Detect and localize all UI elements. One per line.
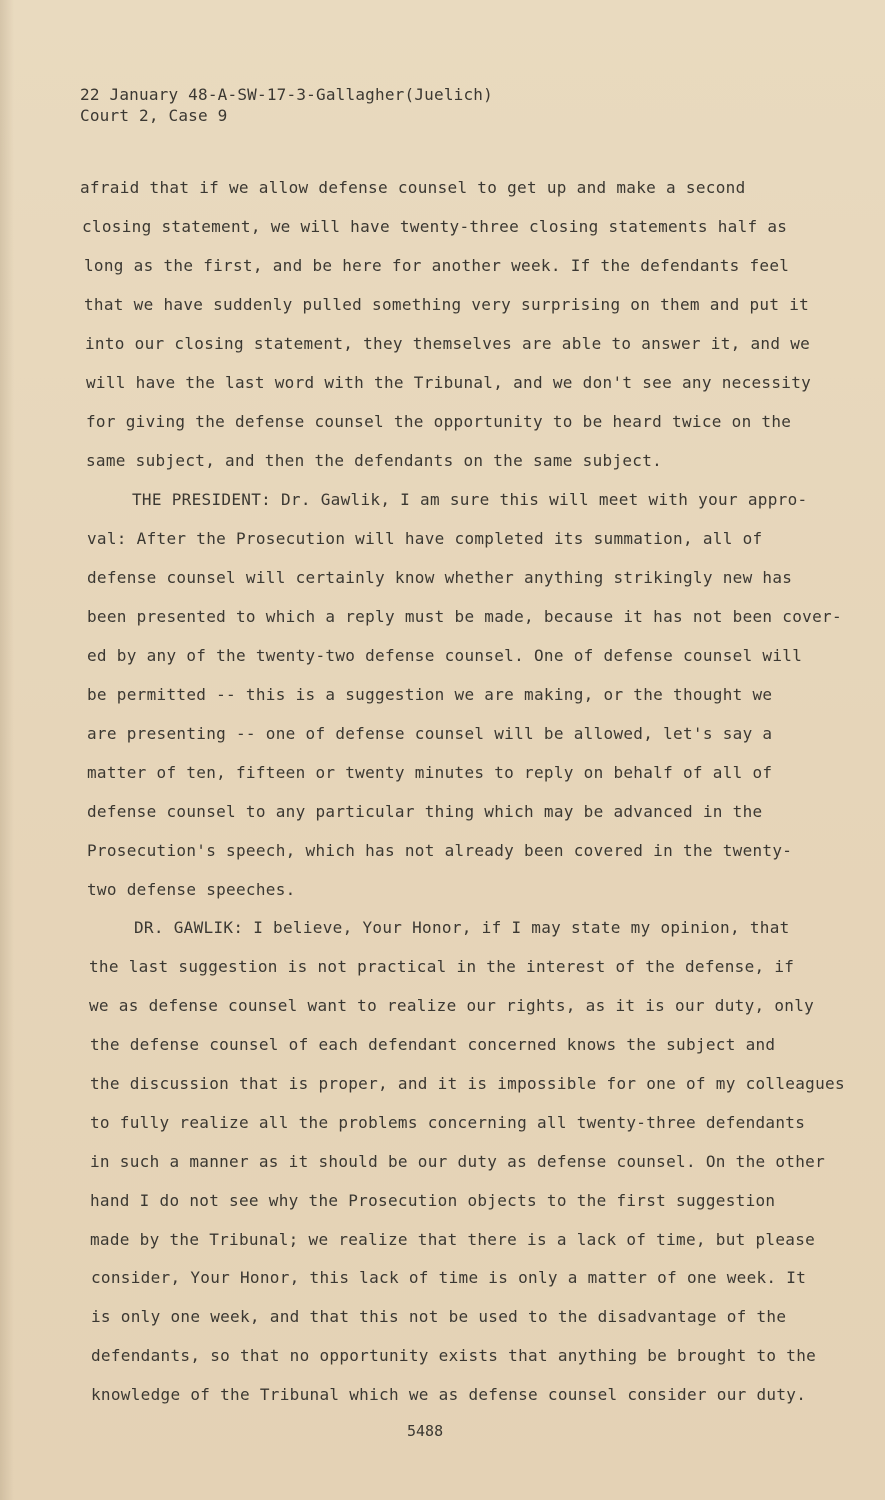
document-header <box>80 84 493 126</box>
body-line: the last suggestion is not practical in the interest of the defense, if <box>89 957 795 976</box>
body-line: we as defense counsel want to realize our rights, as it is our duty, only <box>89 996 815 1015</box>
page-edge-shadow <box>0 0 14 1500</box>
page-number: 5488 <box>407 1422 444 1440</box>
body-line: are presenting -- one of defense counsel will be allowed, let's say a <box>87 724 773 743</box>
body-line: the discussion that is proper, and it is impossible for one of my colleagues <box>90 1074 845 1093</box>
body-line: is only one week, and that this not be used to the disadvantage of the <box>91 1307 787 1326</box>
body-line: knowledge of the Tribunal which we as defense counsel consider our duty. <box>91 1385 807 1404</box>
body-line: val: After the Prosecution will have completed its summation, all of <box>87 529 763 548</box>
body-line: long as the first, and be here for another week. If the defendants feel <box>84 256 790 275</box>
body-line: THE PRESIDENT: Dr. Gawlik, I am sure this will meet with your appro- <box>132 490 808 509</box>
body-line: the defense counsel of each defendant concerned knows the subject and <box>90 1035 776 1054</box>
body-line: defendants, so that no opportunity exists that anything be brought to the <box>91 1346 817 1365</box>
body-line: that we have suddenly pulled something very surprising on them and put it <box>84 295 810 314</box>
body-line: been presented to which a reply must be made, because it has not been cover- <box>87 607 842 626</box>
body-line: closing statement, we will have twenty-three closing statements half as <box>82 217 788 236</box>
body-line: be permitted -- this is a suggestion we are making, or the thought we <box>87 685 773 704</box>
body-line: will have the last word with the Tribunal, and we don't see any necessity <box>86 373 812 392</box>
body-line: matter of ten, fifteen or twenty minutes to reply on behalf of all of <box>87 763 773 782</box>
header-date-reference: 22 January 48-A-SW-17-3-Gallagher(Juelich) <box>80 85 493 104</box>
header-court-case: Court 2, Case 9 <box>80 106 228 125</box>
body-line: ed by any of the twenty-two defense counsel. One of defense counsel will <box>87 646 803 665</box>
body-line: DR. GAWLIK: I believe, Your Honor, if I may state my opinion, that <box>134 918 790 937</box>
body-line: same subject, and then the defendants on the same subject. <box>86 451 663 470</box>
body-line: to fully realize all the problems concerning all twenty-three defendants <box>90 1113 806 1132</box>
body-line: made by the Tribunal; we realize that there is a lack of time, but please <box>90 1230 816 1249</box>
body-line: two defense speeches. <box>87 880 296 899</box>
body-line: defense counsel will certainly know whether anything strikingly new has <box>87 568 793 587</box>
body-line: into our closing statement, they themselves are able to answer it, and we <box>85 334 811 353</box>
body-line: for giving the defense counsel the opportunity to be heard twice on the <box>86 412 792 431</box>
body-line: hand I do not see why the Prosecution objects to the first suggestion <box>90 1191 776 1210</box>
body-line: Prosecution's speech, which has not already been covered in the twenty- <box>87 841 793 860</box>
body-line: consider, Your Honor, this lack of time is only a matter of one week. It <box>91 1268 807 1287</box>
body-line: defense counsel to any particular thing which may be advanced in the <box>87 802 763 821</box>
body-line: afraid that if we allow defense counsel to get up and make a second <box>80 178 746 197</box>
body-line: in such a manner as it should be our duty as defense counsel. On the other <box>90 1152 826 1171</box>
